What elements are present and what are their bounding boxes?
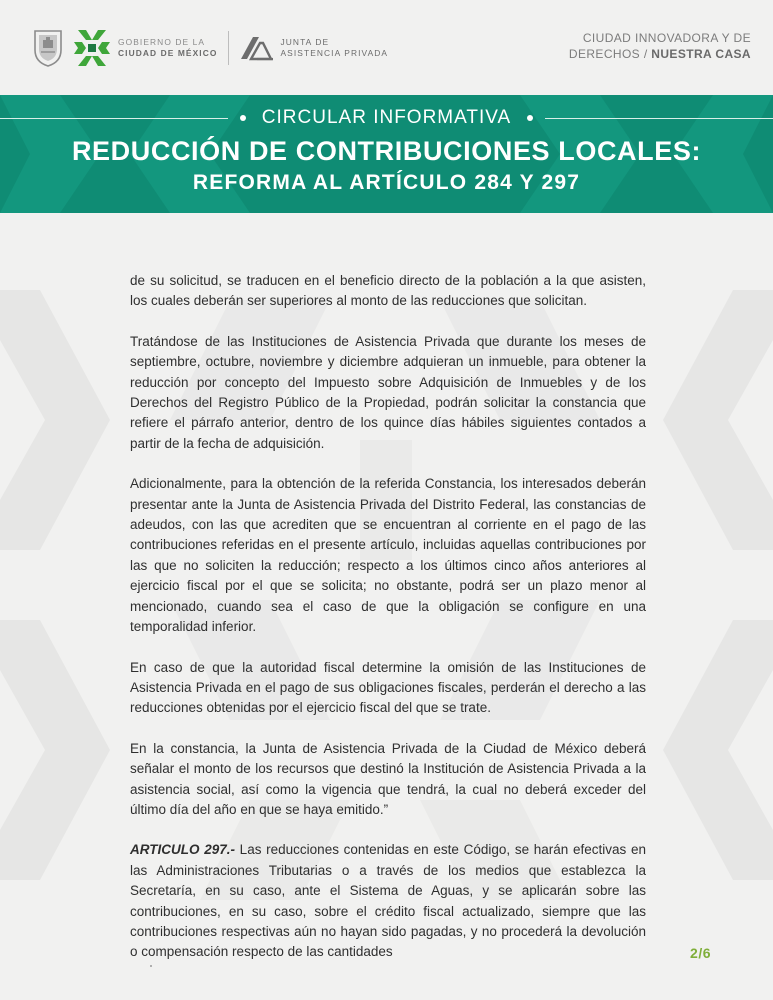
band-dot-right <box>527 115 533 121</box>
slogan-line-2-b: NUESTRA CASA <box>651 47 751 61</box>
paragraph-6 <box>130 840 646 962</box>
paragraph-2: Tratándose de las Instituciones de Asistencia Privada que durante los meses de septiembre, octubre, noviembre y diciembre adquieran un inmueble, para obtener la reducción por concepto del Impuesto sobre Adquisición de Inmuebles y de los Derechos del Registro Público de la Propiedad, podrán solicitar la constancia que refiere el párrafo anterior, dentro de los quince días hábiles siguientes contados a partir de la fecha de adquisición. <box>130 333 646 451</box>
document-subtitle: REFORMA AL ARTÍCULO 284 Y 297 <box>192 171 581 194</box>
logo-group <box>32 26 388 70</box>
page-header <box>0 0 773 95</box>
paragraph-4: En caso de que la autoridad fiscal determine la omisión de las Instituciones de Asistencia Privada en el pago de sus obligaciones fiscales, perderán el derecho a las reducciones obtenidas por el ejercicio fiscal del que se trate. <box>130 659 646 716</box>
government-name <box>118 37 218 59</box>
jap-line-2: ASISTENCIA PRIVADA <box>280 48 389 58</box>
paragraph-1: de su solicitud, se traducen en el beneficio directo de la población a la que asisten, los cuales deberán ser superiores al monto de las reducciones que solicitan. <box>130 273 646 309</box>
paragraph-5: En la constancia, la Junta de Asistencia Privada de la Ciudad de México deberá señalar el monto de los recursos que destinó la Institución de Asistencia Privada a la asistencia social, así como la vigencia que tendrá, la cual no deberá exceder del último día del año en que se haya emitido.” <box>130 740 646 817</box>
jap-line-1: JUNTA DE <box>280 37 330 47</box>
jap-logo-icon <box>239 35 273 61</box>
slogan-line-1: CIUDAD INNOVADORA Y DE <box>582 31 751 45</box>
title-band <box>0 95 773 213</box>
paragraph-3: Adicionalmente, para la obtención de la referida Constancia, los interesados deberán presentar ante la Junta de Asistencia Privada del Distrito Federal, las constancias de adeudos, con las que acrediten que se encuentran al corriente en el pago de las contribuciones referidas en el presente artículo, incluidas aquellas contribuciones por las que no soliciten la reducción; respecto a los últimos cinco años anteriores al ejercicio fiscal por el que se solicita; no obstante, podrá ser un plazo menor al mencionado, cuando sea el caso de que la obligación se configure en una temporalidad inferior. <box>130 476 646 635</box>
stray-mark <box>150 965 152 967</box>
page-number: 2/6 <box>690 945 711 961</box>
band-rule-right <box>545 118 773 119</box>
band-kicker: CIRCULAR INFORMATIVA <box>261 107 512 128</box>
cdmx-emblem-icon <box>74 28 110 68</box>
band-rule-left <box>0 118 228 119</box>
logo-divider <box>228 31 229 65</box>
article-297-text: Las reducciones contenidas en este Código, se harán efectivas en las Administraciones Tributarias o a través de los medios que establezca la Secretaría, en su caso, ante el Sistema de Aguas, y se aplicarán sobre las contribuciones, en su caso, sobre el crédito fiscal actualizado, siempre que las contribuciones respectivas aún no hayan sido pagadas, y no procederá la devolución o compensación respecto de las cantidades <box>130 842 646 960</box>
article-297-label: ARTICULO 297.- <box>130 842 235 858</box>
band-dot-left <box>240 115 246 121</box>
coat-of-arms-icon <box>32 28 64 68</box>
jap-name <box>281 37 389 59</box>
document-title: REDUCCIÓN DE CONTRIBUCIONES LOCALES: <box>71 136 702 166</box>
slogan <box>569 30 751 62</box>
slogan-line-2 <box>569 46 751 62</box>
gov-line-1: GOBIERNO DE LA <box>118 37 206 47</box>
document-body <box>130 271 646 983</box>
gov-line-2: CIUDAD DE MÉXICO <box>118 48 218 58</box>
band-kicker-row <box>0 107 773 128</box>
slogan-line-2-a: DERECHOS / <box>568 47 652 61</box>
